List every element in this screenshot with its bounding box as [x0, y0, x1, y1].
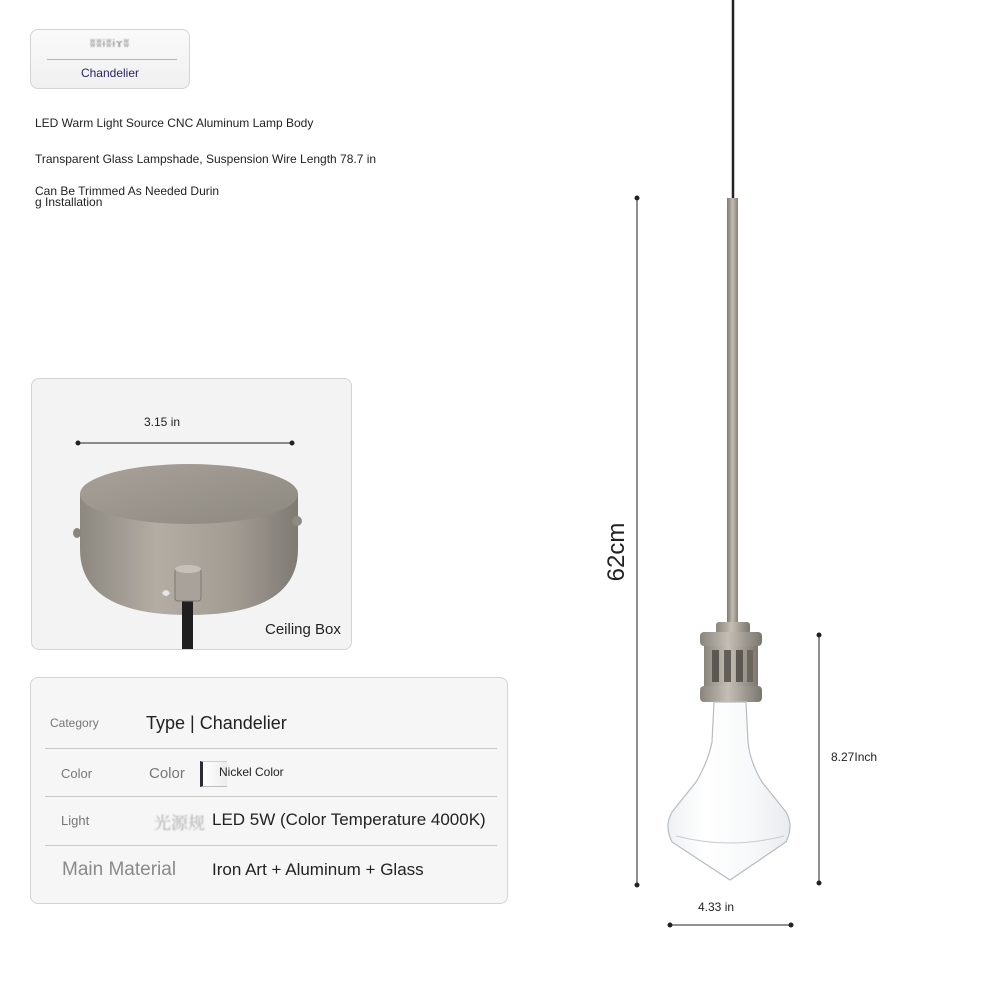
spec-card — [30, 677, 508, 904]
tag-blurred-text: ʬʬɨʬɨɤʬ — [89, 38, 131, 50]
spec-divider-1 — [45, 748, 497, 749]
description-line-2: Transparent Glass Lampshade, Suspension Wire Length 78.7 in — [35, 152, 377, 166]
spec-material-label: Main Material — [62, 859, 177, 880]
spec-category-label: Category — [50, 716, 99, 730]
spec-material-value: Iron Art + Aluminum + Glass — [212, 860, 424, 879]
total-height-label: 62cm — [603, 522, 630, 582]
ceiling-box-panel — [31, 378, 352, 650]
spec-color-label: Color — [61, 766, 93, 781]
ceiling-box-illustration — [32, 379, 352, 650]
ceiling-box-width-label: 3.15 in — [144, 415, 181, 429]
tag-divider — [47, 59, 177, 60]
spec-divider-3 — [45, 845, 497, 846]
ceiling-box-caption: Ceiling Box — [265, 621, 341, 638]
spec-light-label: Light — [61, 813, 90, 828]
shade-height-label: 8.27Inch — [831, 750, 878, 764]
spec-light-blurred-text: 光源规 — [154, 814, 205, 833]
description-line-1: LED Warm Light Source CNC Aluminum Lamp Body — [35, 116, 314, 130]
spec-color-value: Nickel Color — [219, 765, 284, 779]
description-line-3b: g Installation — [35, 195, 103, 209]
spec-type-value: Type | Chandelier — [146, 713, 287, 733]
tag-category-label: Chandelier — [80, 66, 140, 80]
spec-color-prefix: Color — [149, 765, 185, 782]
spec-divider-2 — [45, 796, 497, 797]
shade-width-label: 4.33 in — [698, 900, 735, 914]
category-tag — [30, 29, 190, 89]
spec-light-value: LED 5W (Color Temperature 4000K) — [212, 810, 486, 829]
description-line-3a: Can Be Trimmed As Needed Durin — [35, 184, 220, 198]
